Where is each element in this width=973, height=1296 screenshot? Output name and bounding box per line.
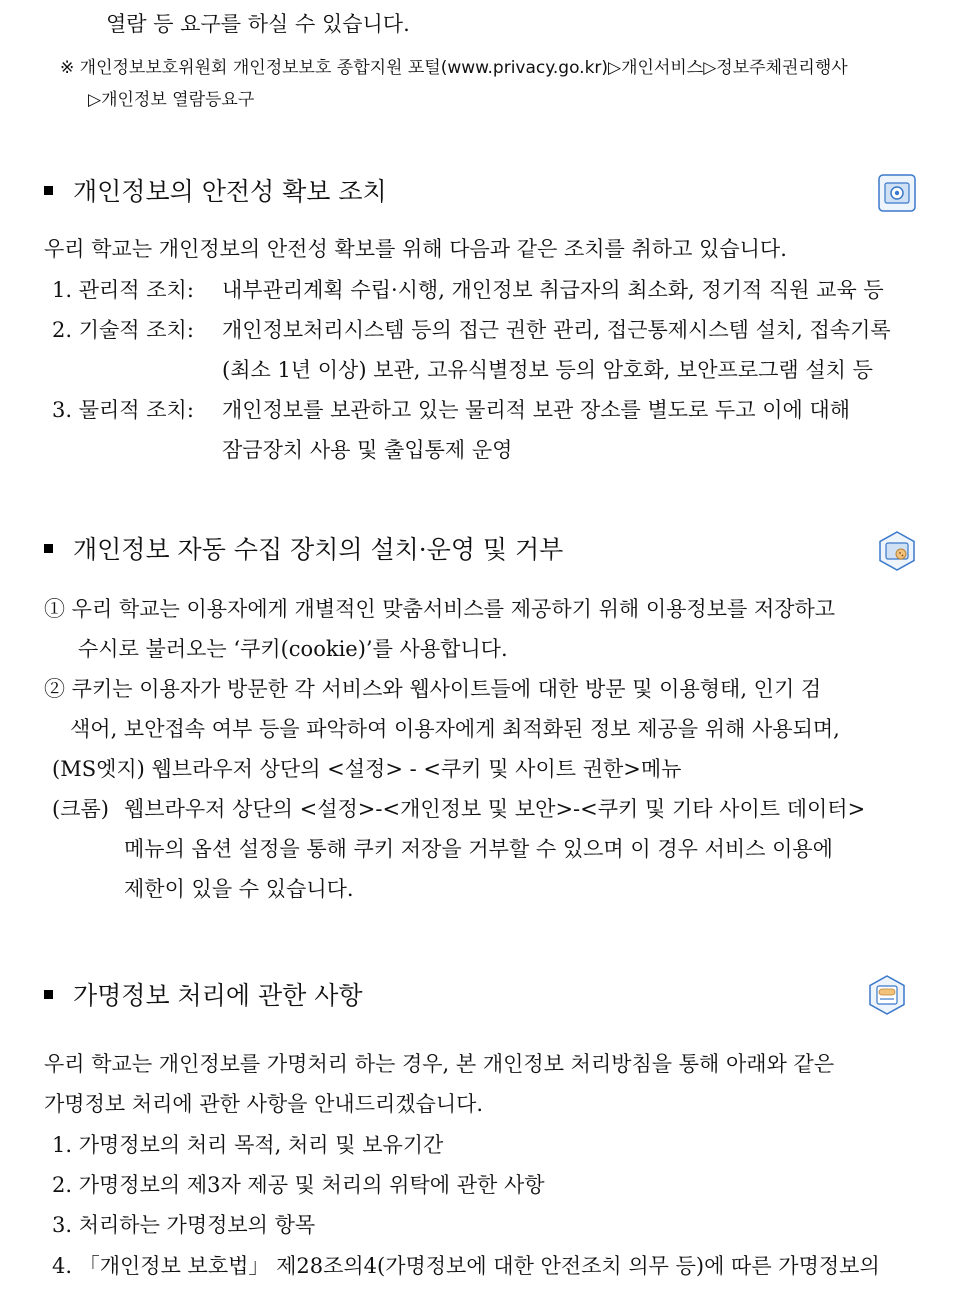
edge-instructions: (MS엣지) 웹브라우저 상단의 <설정> - <쿠키 및 사이트 권한>메뉴 <box>52 757 682 781</box>
safety-section-title: 개인정보의 안전성 확보 조치 <box>44 176 387 208</box>
pseudo-item: 2. 가명정보의 제3자 제공 및 처리의 위탁에 관한 사항 <box>52 1173 545 1197</box>
cookie-paragraph-2-cont: 색어, 보안접속 여부 등을 파악하여 이용자에게 최적화된 정보 제공을 위해 사용되며, <box>70 717 840 741</box>
bullet-icon <box>44 990 53 999</box>
chrome-instructions-cont: 제한이 있을 수 있습니다. <box>124 877 354 901</box>
cookie-paragraph-2: ② 쿠키는 이용자가 방문한 각 서비스와 웹사이트들에 대한 방문 및 이용형태, 인기 검 <box>44 677 822 701</box>
chrome-label: (크롬) <box>52 797 109 821</box>
bullet-icon <box>44 544 53 553</box>
privacy-portal-note: ※ 개인정보보호위원회 개인정보보호 종합지원 포털(www.privacy.go.kr)▷개인서비스▷정보주체권리행사 <box>60 58 848 78</box>
safety-item-label: 2. 기술적 조치: <box>52 318 194 342</box>
safety-item-label: 1. 관리적 조치: <box>52 278 194 302</box>
cookie-paragraph-1-cont: 수시로 불러오는 ‘쿠키(cookie)’를 사용합니다. <box>78 637 508 661</box>
shield-gear-icon <box>876 172 918 214</box>
privacy-portal-note-cont: ▷개인정보 열람등요구 <box>88 90 255 110</box>
cookie-icon <box>876 530 918 572</box>
safety-item-text: 내부관리계획 수립·시행, 개인정보 취급자의 최소화, 정기적 직원 교육 등 <box>222 278 884 302</box>
document-mask-icon <box>866 974 908 1016</box>
cookie-section-title: 개인정보 자동 수집 장치의 설치·운영 및 거부 <box>44 534 563 566</box>
chrome-instructions: 웹브라우저 상단의 <설정>-<개인정보 및 보안>-<쿠키 및 기타 사이트 데이터> <box>124 797 866 821</box>
safety-item-text: 개인정보처리시스템 등의 접근 권한 관리, 접근통제시스템 설치, 접속기록 <box>222 318 891 342</box>
chrome-instructions-cont: 메뉴의 옵션 설정을 통해 쿠키 저장을 거부할 수 있으며 이 경우 서비스 이용에 <box>124 837 833 861</box>
safety-item-text: 잠금장치 사용 및 출입통제 운영 <box>222 438 513 462</box>
intro-text: 열람 등 요구를 하실 수 있습니다. <box>106 12 410 36</box>
pseudo-intro: 우리 학교는 개인정보를 가명처리 하는 경우, 본 개인정보 처리방침을 통해 아래와 같은 <box>44 1052 835 1076</box>
pseudo-item: 4. 「개인정보 보호법」 제28조의4(가명정보에 대한 안전조치 의무 등)에 따른 가명정보의 <box>52 1254 880 1278</box>
pseudo-intro-cont: 가명정보 처리에 관한 사항을 안내드리겠습니다. <box>44 1092 484 1116</box>
safety-item-label: 3. 물리적 조치: <box>52 398 194 422</box>
safety-intro: 우리 학교는 개인정보의 안전성 확보를 위해 다음과 같은 조치를 취하고 있습니다. <box>44 237 787 261</box>
safety-item-text: 개인정보를 보관하고 있는 물리적 보관 장소를 별도로 두고 이에 대해 <box>222 398 851 422</box>
safety-item-text: (최소 1년 이상) 보관, 고유식별정보 등의 암호화, 보안프로그램 설치 등 <box>222 358 873 382</box>
bullet-icon <box>44 186 53 195</box>
pseudo-item: 3. 처리하는 가명정보의 항목 <box>52 1213 316 1237</box>
cookie-paragraph-1: ① 우리 학교는 이용자에게 개별적인 맞춤서비스를 제공하기 위해 이용정보를 저장하고 <box>44 597 836 621</box>
pseudo-section-title: 가명정보 처리에 관한 사항 <box>44 980 363 1012</box>
pseudo-item: 1. 가명정보의 처리 목적, 처리 및 보유기간 <box>52 1133 444 1157</box>
